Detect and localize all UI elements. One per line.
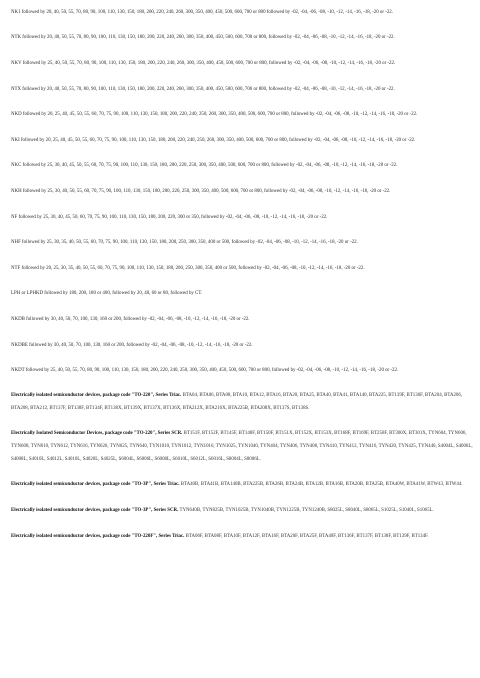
package-section: [11, 531, 473, 544]
entry-text: NKI followed by 20, 25, 40, 45, 50, 55, 60, 70, 75, 90, 100, 110, 130, 150, 180, 200, 220, 240, 250, 260, 300, 350, 400, 500, 600, 700 or 800, followed by -02, -04, -06, -08, -10, -12, -14, -16, -18, -20 or -22.: [11, 137, 416, 143]
package-section: [11, 428, 473, 466]
package-part-list: TYN640B, TYN825B, TYN1025B, TYN1040B, TYN1225B, TYN1240B, S8025L, S8040L, S8065L, S1025L, S1040L, S1065L.: [179, 508, 434, 514]
entry-nki: [11, 128, 473, 154]
entry-ntk: [11, 26, 473, 52]
entry-text: NKDT followed by 25, 40, 50, 55, 70, 80, 90, 100, 110, 130, 150, 180, 200, 220, 240, 250, 300, 350, 400, 450, 500, 600, 700 or 800, followed by -02, -04, -06, -08, -10, -12, -14, -16, -18, -20 or -22.: [11, 368, 399, 374]
entry-nk1: [11, 0, 473, 26]
package-part-list: BT151F, BT152F, BT145F, BT148F, BT150F, BT151X, BT152X, BT153X, BT168F, BT169F, BT258F, BT300X, BT301X, TYN604, TYN606, TYN608, TYN610, TYN612, TYN616, TYN620, TYN625, TYN640, TYN1010, TYN1012, TYN1016, TYN1025, TYN1040, TYN404, TYN406, TYN408, TYN410, TYN412, TYN416, TYN420, TYN425, TYN440, S4004L, S4006L, S4008L, S4010L, S4012L, S4016L, S4020L, S4025L, S6004L, S6006L, S6008L, S6010L, S6012L, S6016L, S8004L, S8006L.: [11, 431, 473, 462]
package-section: [11, 479, 473, 492]
entry-text: NKV followed by 25, 40, 50, 55, 70, 80, 90, 100, 110, 130, 150, 180, 200, 220, 240, 260, 300, 350, 400, 450, 500, 600, 700 or 800, followed by -02, -04, -06, -08, -10, -12, -14, -16, -18, -20 or -22.: [11, 60, 396, 66]
package-heading: Electrically isolated semiconductor devices, package code "TO-220", Series Triac.: [11, 392, 182, 398]
entry-nkh: [11, 179, 473, 205]
entry-text: NTF followed by 20, 25, 30, 35, 40, 50, 55, 60, 70, 75, 90, 100, 110, 130, 150, 180, 200, 250, 300, 350, 400 or 500, followed by -02, -04, -06, -08, -10, -12, -14, -16, -18, -20 or -22.: [11, 265, 365, 271]
entry-nkv: [11, 51, 473, 77]
entry-text: NKDB followed by 30, 40, 50, 70, 100, 130, 160 or 200, followed by -02, -04, -06, -08, -10, -12, -14, -16, -18, -20 or -22.: [11, 316, 250, 322]
package-part-list: BTA40B, BTA41B, BTA140B, BTA225B, BTA26B, BTA24B, BTA12B, BTA16B, BTA20B, BTA25B, BTA40W, BTA41W, BTW43, BTW44.: [180, 482, 463, 488]
entry-nkd: [11, 102, 473, 128]
package-section: [11, 505, 473, 518]
entry-nhf: [11, 230, 473, 256]
entry-text: NHF followed by 25, 30, 35, 40, 50, 55, 60, 70, 75, 90, 100, 110, 130, 150, 180, 200, 250, 300, 350, 400 or 500, followed by -02, -04, -06, -08, -10, -12, -14, -16, -18, -20 or -22.: [11, 240, 358, 246]
entry-lph: [11, 282, 473, 308]
part-number-entries: [11, 0, 473, 384]
entry-ntx: [11, 77, 473, 103]
entry-text: NKDBE followed by 30, 40, 50, 70, 100, 130, 160 or 200, followed by -02, -04, -06, -08, -10, -12, -14, -16, -18, -20 or -22.: [11, 342, 253, 348]
package-heading: Electrically Isolated Semiconductor Devices, package code "TO-220", Series SCR.: [11, 431, 183, 437]
entry-nkc: [11, 154, 473, 180]
entry-text: NKD followed by 20, 25, 40, 45, 50, 55, 60, 70, 75, 90, 100, 110, 130, 150, 180, 200, 220, 240, 250, 260, 300, 350, 400, 500, 600, 700 or 800, followed by -02, -04, -06, -08, -10, -12, -14, -16, -18, -20 or -22.: [11, 112, 418, 118]
entry-text: NTX followed by 20, 40, 50, 55, 70, 80, 90, 100, 110, 130, 150, 180, 200, 220, 240, 260, 300, 350, 400, 450, 500, 600, 700 or 800, followed by -02, -04, -06, -08, -10, -12, -14, -16, -18, -20 or -22.: [11, 86, 395, 92]
entry-nkdbe: [11, 333, 473, 359]
entry-nkdb: [11, 307, 473, 333]
package-sections: [11, 390, 473, 544]
entry-ntf: [11, 256, 473, 282]
package-section: [11, 390, 473, 416]
package-heading: Electrically isolated semiconductor devices, package code "TO-3P", Series Triac.: [11, 482, 180, 488]
entry-text: NF followed by 25, 30, 40, 45, 50, 60, 70, 75, 90, 100, 110, 130, 150, 180, 200, 220, 300 or 350, followed by -02, -04, -06, -08, -10, -12, -14, -16, -18, -20 or -22.: [11, 214, 328, 220]
package-part-list: BTA06F, BTA08F, BTA10F, BTA12F, BTA16F, BTA20F, BTA25F, BTA40F, BT136F, BT137F, BT138F, BT139F, BT134F.: [185, 533, 429, 539]
entry-text: LPH or LPHKD followed by 180, 200, 180 or 400, followed by 20, 40, 60 or 80, followed by CT.: [11, 291, 203, 297]
entry-text: NKH followed by 25, 30, 40, 50, 55, 60, 70, 75, 90, 100, 110, 130, 150, 180, 200, 220, 250, 300, 350, 400, 500, 600, 700 or 800, followed by -02, -04, -06, -08, -10, -12, -14, -16, -18, -20 or -22.: [11, 188, 391, 194]
package-heading: Electrically isolated semiconductor devices, package code "TO-220F", Series Triac.: [11, 533, 185, 539]
entry-text: NK1 followed by 20, 40, 50, 55, 70, 80, 90, 100, 110, 130, 150, 180, 200, 220, 240, 260, 300, 350, 400, 450, 500, 600, 700 or 800 followed by -02, -04, -06, -08, -10, -12, -14, -16, -18, -20 or -22.: [11, 9, 393, 15]
entry-nkdt: [11, 358, 473, 384]
entry-text: NTK followed by 20, 40, 50, 55, 70, 80, 90, 100, 110, 130, 150, 180, 200, 220, 240, 260, 300, 350, 400, 450, 500, 600, 700 or 800, followed by -02, -04, -06, -08, -10, -12, -14, -16, -18, -20 or -22.: [11, 35, 395, 41]
document-page: [11, 0, 473, 556]
entry-nf: [11, 205, 473, 231]
package-part-list: BTA04, BTA06, BTA08, BTA10, BTA12, BTA16, BTA20, BTA25, BTA40, BTA41, BTA140, BTA225, BT139F, BT136F, BTA204, BTA206, BTA208, BTA212, BT137F, BT138F, BT134F, BT138X, BT139X, BT137X, BT136X, BTA212X, BTA216X, BTA225B, BTA208X, BT137S, BT138S.: [11, 392, 463, 411]
entry-text: NKC followed by 25, 30, 40, 45, 50, 55, 60, 70, 75, 90, 100, 110, 130, 150, 180, 200, 220, 250, 300, 350, 400, 500, 600, 700 or 800, followed by -02, -04, -06, -08, -10, -12, -14, -16, -18, -20 or -22.: [11, 163, 398, 169]
package-heading: Electrically isolated semiconductor devices, package code "TO-3P", Series SCR.: [11, 508, 179, 514]
